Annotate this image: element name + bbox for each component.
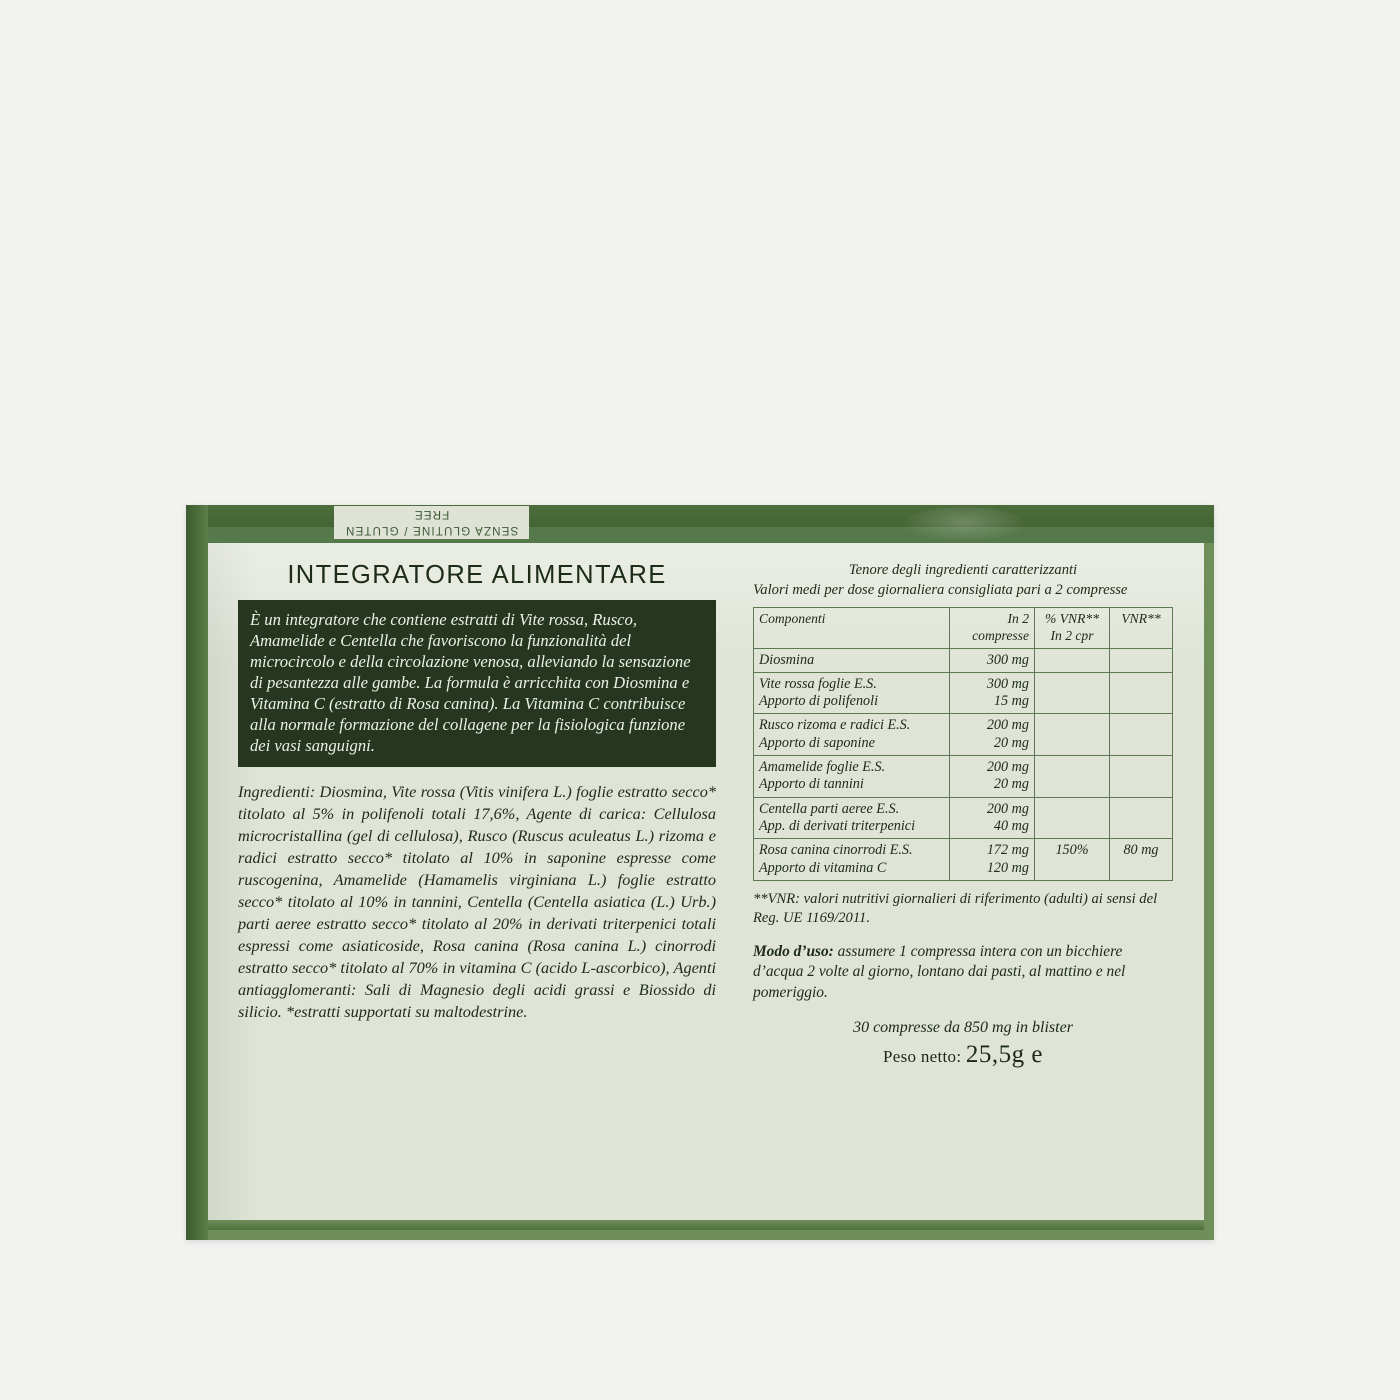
nutrition-table-caption (753, 561, 1173, 600)
box-top-edge (186, 505, 1214, 543)
row-amount (950, 648, 1035, 672)
nutrition-table (753, 607, 1173, 881)
gluten-free-flap-label: SENZA GLUTINE / GLUTEN FREE (334, 506, 529, 539)
row-amount (950, 714, 1035, 756)
row-amount (950, 672, 1035, 714)
row-component-line-2: Apporto di saponine (759, 734, 875, 751)
row-component (754, 648, 950, 672)
usage-instructions (753, 942, 1173, 1003)
row-vnr-percent (1035, 672, 1110, 714)
table-row (754, 797, 1173, 839)
table-caption-line-1: Tenore degli ingredienti caratterizzanti (848, 562, 1078, 578)
box-back-panel (208, 543, 1204, 1230)
table-header-row (754, 608, 1173, 648)
row-vnr-percent (1035, 756, 1110, 798)
row-component-line-2: Apporto di tannini (759, 776, 864, 793)
net-weight-label: Peso netto: (882, 1046, 962, 1066)
row-component-line-1: Rosa canina cinorrodi E.S. (759, 842, 913, 859)
row-vnr (1110, 797, 1173, 839)
net-weight (753, 1041, 1173, 1069)
net-weight-value: 25,5g e (965, 1040, 1044, 1068)
row-component-line-1: Amamelide foglie E.S. (759, 759, 886, 776)
row-component-line-1: Rusco rizoma e radici E.S. (759, 717, 911, 734)
table-caption-line-2: Valori medi per dose giornaliera consigliata pari a 2 compresse (753, 581, 1128, 598)
box-right-spine (1204, 505, 1214, 1240)
usage-text: assumere 1 compressa intera con un bicchiere d’acqua 2 volte al giorno, lontano dai pasti, al mattino e nel pomeriggio. (753, 942, 1126, 1001)
table-row (754, 839, 1173, 881)
table-row (754, 648, 1173, 672)
row-vnr-percent (1035, 648, 1110, 672)
header-vnr-percent-line-1: % VNR** (1045, 611, 1099, 627)
row-amount (950, 839, 1035, 881)
vnr-footnote: **VNR: valori nutritivi giornalieri di riferimento (adulti) ai sensi del Reg. UE 1169/2011. (753, 890, 1158, 926)
row-amount-line-1: 300 mg (986, 675, 1029, 692)
ingredients-paragraph (238, 781, 716, 1022)
row-vnr (1110, 714, 1173, 756)
row-amount-line-2: 40 mg (993, 818, 1029, 835)
row-component (754, 714, 950, 756)
row-amount-line-2: 20 mg (993, 734, 1029, 751)
supplement-box (186, 505, 1214, 1240)
row-amount-line-2: 20 mg (993, 776, 1029, 793)
row-component-line-2: App. di derivati triterpenici (759, 818, 916, 835)
row-vnr (1110, 648, 1173, 672)
row-amount-line-1: 200 mg (986, 759, 1029, 776)
panel-content (208, 543, 1204, 1230)
row-component (754, 672, 950, 714)
header-vnr-line-1: VNR** (1121, 611, 1161, 627)
product-claim-box: È un integratore che contiene estratti di Vite rossa, Rusco, Amamelide e Centella che favoriscono la funzionalità del microcircolo e della circolazione venosa, alleviando la sensazione di pesantezza alle gambe. La formula è arricchita con Diosmina e Vitamina C (estratto di Rosa canina). La Vitamina C contribuisce alla normale formazione del collagene per la fisiologica funzione dei vasi sanguigni. (238, 600, 716, 767)
right-column (753, 561, 1173, 1069)
table-row (754, 756, 1173, 798)
header-amount (950, 608, 1035, 648)
row-amount-line-2: 15 mg (993, 693, 1029, 710)
row-vnr (1110, 672, 1173, 714)
header-vnr-percent-line-2: In 2 cpr (1050, 627, 1094, 643)
box-bottom-edge (208, 1220, 1204, 1230)
tablet-count: 30 compresse da 850 mg in blister (853, 1018, 1073, 1036)
table-row (754, 672, 1173, 714)
row-vnr-percent: 150% (1035, 839, 1110, 881)
box-left-spine (186, 505, 208, 1240)
table-row (754, 714, 1173, 756)
ingredients-label: Ingredienti: (238, 782, 316, 802)
header-amount-line-1: In 2 (1007, 611, 1029, 627)
row-amount-line-2: 120 mg (986, 859, 1029, 876)
row-component (754, 797, 950, 839)
row-amount-line-1: 300 mg (986, 651, 1029, 668)
usage-label: Modo d’uso: (753, 942, 834, 960)
header-components: Componenti (754, 608, 950, 648)
ingredients-text: Diosmina, Vite rossa (Vitis vinifera L.) foglie estratto secco* titolato al 5% in polifenoli totali 17,6%, Agente di carica: Cellulosa microcristallina (gel di cellulosa), Rusco (Ruscus aculeatus L.) rizoma e radici estratto secco* titolato al 10% in saponine espresse come ruscogenina, Amamelide (Hamamelis virginiana L.) foglie estratto secco* titolato al 10% in tannini, Centella (Centella asiatica (L.) Urb.) parti aeree estratto secco* titolato al 20% in derivati triterpenici totali espressi come asiaticoside, Rosa canina (Rosa canina L.) cinorrodi estratto secco* titolato al 70% in vitamina C (acido L-ascorbico), Agenti antiagglomeranti: Sali di Magnesio degli acidi grassi e Biossido di silicio. *estratti supportati su maltodestrine. (238, 782, 716, 1021)
row-amount-line-1: 200 mg (986, 800, 1029, 817)
row-vnr-percent (1035, 797, 1110, 839)
row-component (754, 839, 950, 881)
row-component-line-2: Apporto di polifenoli (759, 693, 879, 710)
row-amount (950, 797, 1035, 839)
row-component-line-2: Apporto di vitamina C (759, 859, 887, 876)
row-vnr-percent (1035, 714, 1110, 756)
embossed-seal-decoration (904, 507, 1024, 541)
left-column (238, 561, 716, 1022)
header-vnr (1110, 608, 1173, 648)
page-title: INTEGRATORE ALIMENTARE (287, 561, 667, 589)
row-vnr: 80 mg (1110, 839, 1173, 881)
row-component-line-1: Centella parti aeree E.S. (759, 800, 900, 817)
row-component-line-1: Diosmina (759, 651, 815, 668)
row-amount (950, 756, 1035, 798)
row-component (754, 756, 950, 798)
header-vnr-percent (1035, 608, 1110, 648)
row-amount-line-1: 200 mg (986, 717, 1029, 734)
row-component-line-1: Vite rossa foglie E.S. (759, 675, 877, 692)
header-amount-line-2: compresse (972, 627, 1029, 643)
row-amount-line-1: 172 mg (986, 842, 1029, 859)
row-vnr (1110, 756, 1173, 798)
